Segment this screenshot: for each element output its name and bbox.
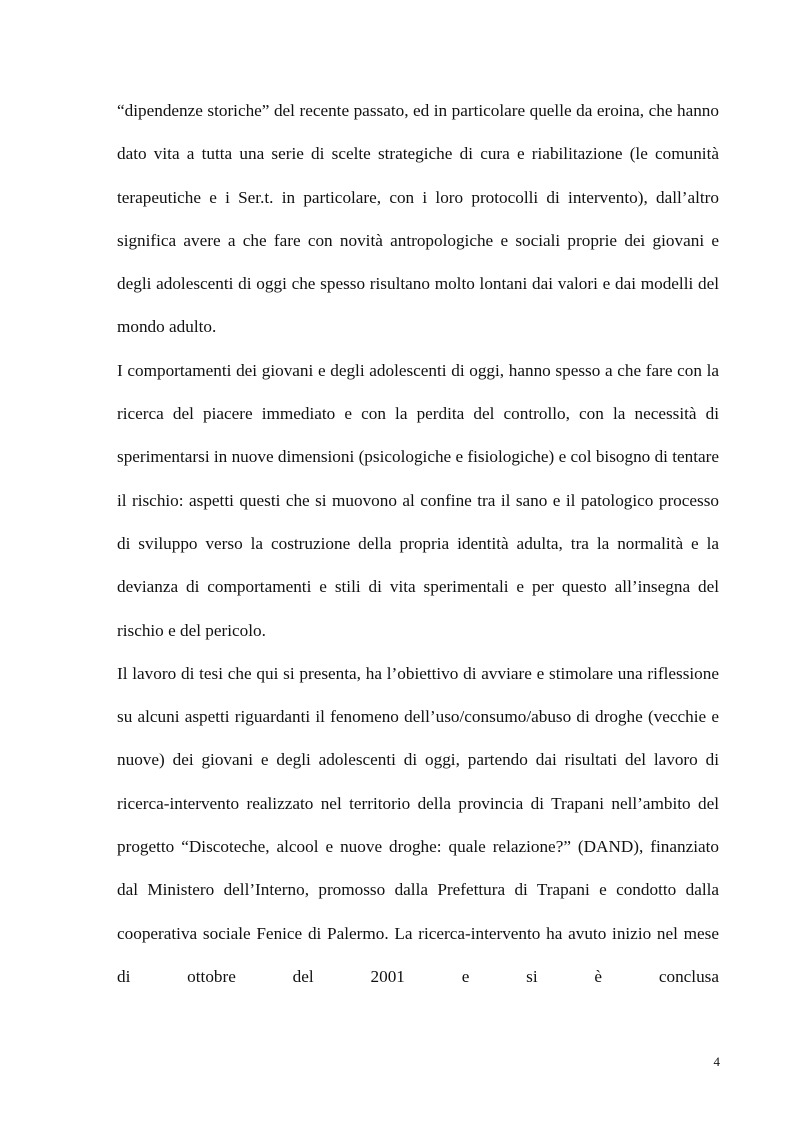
paragraph-2: I comportamenti dei giovani e degli adolescenti di oggi, hanno spesso a che fare con la ricerca del piacere immediato e con la perdita del controllo, con la necessità di sperimentarsi in nuove dimensioni (psicologiche e fisiologiche) e col bisogno di tentare il rischio: aspetti questi che si muovono al confine tra il sano e il patologico processo di sviluppo verso la costruzione della propria identità adulta, tra la normalità e la devianza di comportamenti e stili di vita sperimentali e per questo all’insegna del rischio e del pericolo. [117,360,719,640]
paragraph-3: Il lavoro di tesi che qui si presenta, ha l’obiettivo di avviare e stimolare una riflessione su alcuni aspetti riguardanti il fenomeno dell’uso/consumo/abuso di droghe (vecchie e nuove) dei giovani e degli adolescenti di oggi, partendo dai risultati del lavoro di ricerca-intervento realizzato nel territorio della provincia di Trapani nell’ambito del progetto “Discoteche, alcool e nuove droghe: quale relazione?” (DAND), finanziato dal Ministero dell’Interno, promosso dalla Prefettura di Trapani e condotto dalla cooperativa sociale Fenice di Palermo. La ricerca-intervento ha avuto inizio nel mese di ottobre del 2001 e si è conclusa [117,663,719,986]
page-number: 4 [713,1054,720,1069]
paragraph-1: “dipendenze storiche” del recente passato, ed in particolare quelle da eroina, che hanno dato vita a tutta una serie di scelte strategiche di cura e riabilitazione (le comunità terapeutiche e i Ser.t. in particolare, con i loro protocolli di intervento), dall’altro significa avere a che fare con novità antropologiche e sociali proprie dei giovani e degli adolescenti di oggi che spesso risultano molto lontani dai valori e dai modelli del mondo adulto. [117,101,719,337]
body-text [117,89,719,998]
